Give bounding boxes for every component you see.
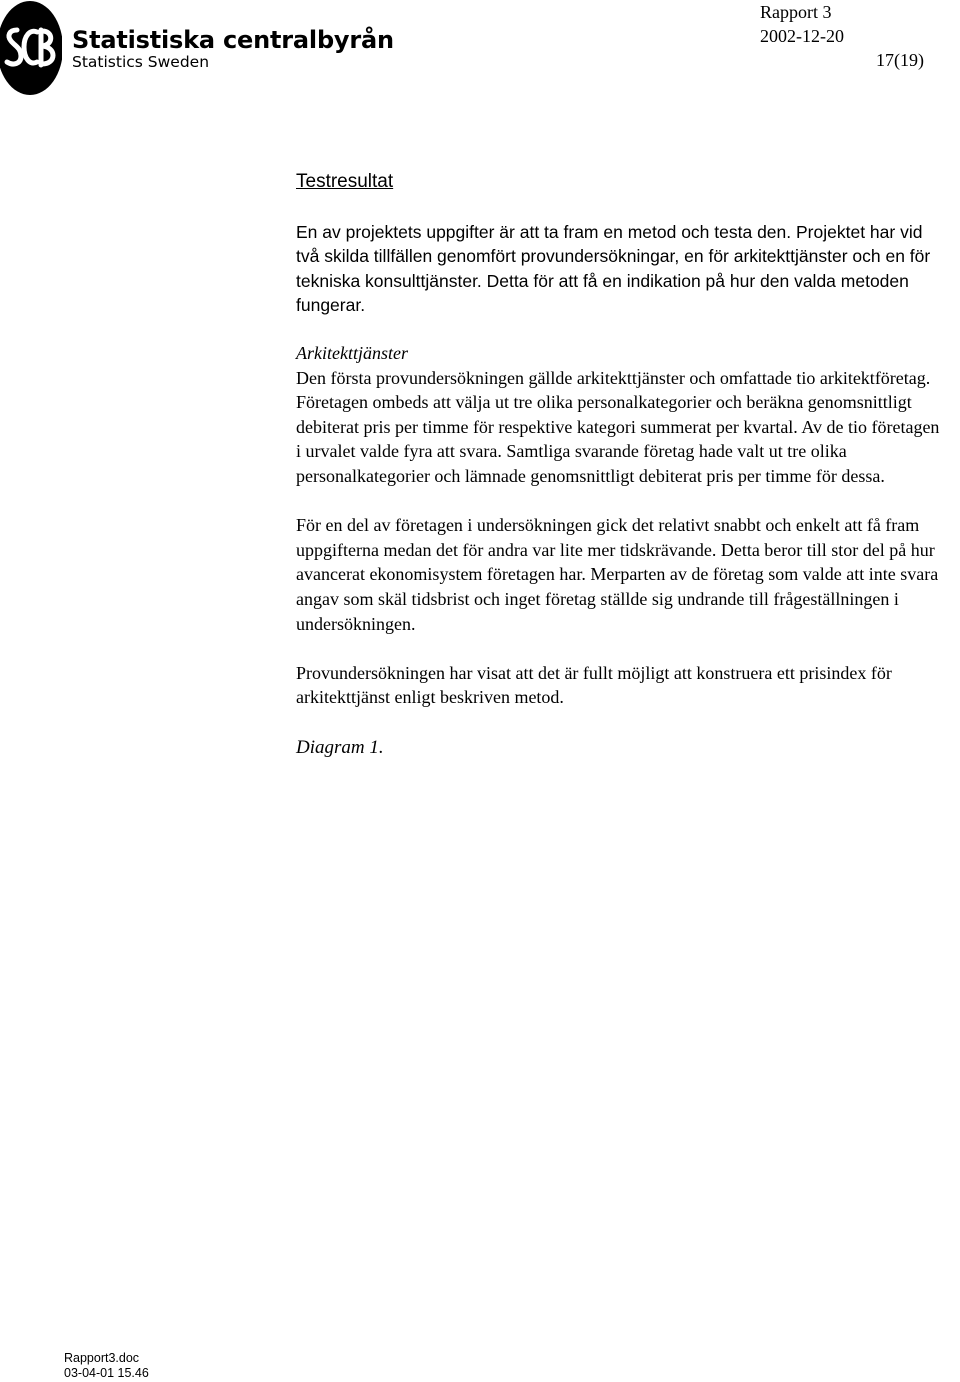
report-title: Rapport 3: [760, 2, 832, 22]
paragraph-2: För en del av företagen i undersökningen gick det relativt snabbt och enkelt att få fram uppgifterna medan det för andra var lite mer tidskrävande. Detta beror till stor del på hur avancerat ekonomisystem företagen har. Merparten av de företag som valde att inte svara angav som skäl tidsbrist och inget företag ställde sig undrande till frågeställningen i undersökningen.: [296, 515, 939, 634]
subheading-arkitekttjanster: Arkitekttjänster: [296, 343, 408, 364]
diagram-label: Diagram 1.: [296, 737, 384, 758]
logo-wordmark: Statistiska centralbyrån: [72, 26, 394, 54]
section-title: Testresultat: [296, 171, 394, 192]
logo-subtitle: Statistics Sweden: [72, 53, 210, 71]
footer-timestamp: 03-04-01 15.46: [64, 1366, 149, 1380]
intro-paragraph: En av projektets uppgifter är att ta fram en metod och testa den. Projektet har vid två skilda tillfällen genomfört provundersökningar, en för arkitekttjänster och en för tekniska konsulttjänster. Detta för att få en indikation på hur den valda metoden fungerar.: [296, 222, 931, 315]
page-footer: [64, 1351, 149, 1381]
paragraph-3: Provundersökningen har visat att det är fullt möjligt att konstruera ett prisindex för arkitekttjänst enligt beskriven metod.: [296, 662, 892, 708]
paragraph-1: Den första provundersökningen gällde arkitekttjänster och omfattade tio arkitektföretag. Företagen ombeds att välja ut tre olika personalkategorier och beräkna genomsnittligt debiterat pris per timme för respektive kategori summerat per kvartal. Av de tio företagen i urvalet valde fyra att svara. Samtliga svarande företag hade valt ut tre olika personalkategorier och lämnade genomsnittligt debiterat pris per timme för dessa.: [296, 367, 940, 487]
scb-logo: [0, 0, 394, 100]
report-date: 2002-12-20: [760, 26, 844, 46]
scb-logo-icon: [0, 0, 62, 95]
footer-filename: Rapport3.doc: [64, 1351, 140, 1365]
document-body: [296, 170, 946, 760]
report-meta: [760, 0, 940, 48]
page-number: 17(19): [876, 50, 924, 70]
